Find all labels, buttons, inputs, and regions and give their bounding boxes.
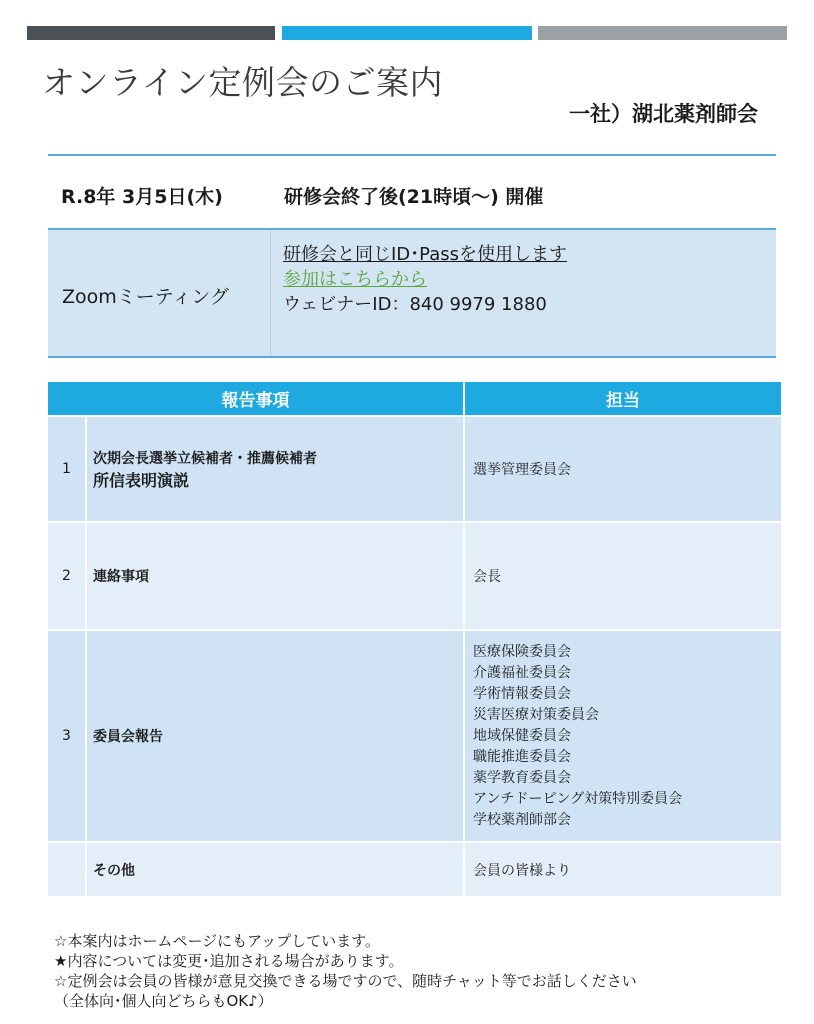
- header-color-bars: [27, 26, 787, 40]
- committee-name: 学校薬剤師部会: [473, 811, 571, 828]
- committee-name: 地域保健委員会: [473, 727, 571, 744]
- page-title: オンライン定例会のご案内: [42, 63, 444, 102]
- table-row: [48, 522, 781, 630]
- row-person: [464, 842, 781, 896]
- row-item: [86, 842, 464, 896]
- committee-name: 職能推進委員会: [473, 748, 571, 765]
- row-item-main: その他: [93, 862, 135, 879]
- row-person: [464, 416, 781, 522]
- header-bar-blue: [282, 26, 532, 40]
- note-line: ☆定例会は会員の皆様が意見交換できる場ですので、随時チャット等でお話しください: [54, 972, 637, 990]
- notes: [54, 931, 637, 1011]
- committee-name: 介護福祉委員会: [473, 664, 571, 681]
- row-person-line: 選挙管理委員会: [473, 462, 571, 478]
- table-row: [48, 416, 781, 522]
- row-person-line: 会員の皆様より: [473, 862, 571, 879]
- row-number: 2: [48, 522, 86, 630]
- header-bar-gray: [538, 26, 787, 40]
- committee-name: 学術情報委員会: [473, 685, 571, 702]
- row-item-main: 連絡事項: [93, 569, 149, 585]
- note-line: （全体向･個人向どちらもOK♪）: [54, 992, 273, 1010]
- row-item-main: 所信表明演説: [93, 470, 190, 490]
- row-person: [464, 522, 781, 630]
- row-item-sub: 次期会長選挙立候補者・推薦候補者: [93, 450, 317, 467]
- zoom-label: Zoomミーティング: [62, 286, 229, 308]
- row-number: 3: [48, 630, 86, 842]
- zoom-id-pass-note: 研修会と同じID･Passを使用します: [283, 244, 567, 265]
- zoom-details: [283, 242, 567, 317]
- zoom-divider: [270, 230, 271, 356]
- report-table-header: [48, 382, 781, 416]
- committee-name: アンチドーピング対策特別委員会: [473, 790, 683, 807]
- row-item: [86, 630, 464, 842]
- zoom-webinar-id: ウェビナーID：840 9979 1880: [283, 294, 547, 315]
- organization-name: 一社）湖北薬剤師会: [569, 102, 758, 126]
- note-line: ☆本案内はホームページにもアップしています。: [54, 932, 380, 950]
- header-report-items: 報告事項: [48, 382, 464, 416]
- meeting-date: R.8年 3月5日(木): [61, 186, 223, 208]
- meeting-event: 研修会終了後(21時頃～) 開催: [284, 186, 544, 208]
- table-row: [48, 630, 781, 842]
- row-item-main: 委員会報告: [93, 729, 163, 745]
- header-person-in-charge: 担当: [464, 382, 781, 416]
- report-table: [48, 382, 781, 896]
- row-person-line: 会長: [473, 569, 501, 585]
- row-number: [48, 842, 86, 896]
- committee-name: 薬学教育委員会: [473, 769, 571, 786]
- row-number: 1: [48, 416, 86, 522]
- row-person: [464, 630, 781, 842]
- row-item: [86, 416, 464, 522]
- committee-name: 災害医療対策委員会: [473, 706, 599, 723]
- table-row: [48, 842, 781, 896]
- note-line: ★内容については変更･追加される場合があります。: [54, 952, 404, 970]
- zoom-info-box: [48, 228, 776, 358]
- committee-name: 医療保険委員会: [473, 643, 571, 660]
- meeting-date-row: [48, 154, 776, 230]
- header-bar-dark: [27, 26, 275, 40]
- zoom-join-link[interactable]: 参加はこちらから: [283, 269, 427, 290]
- row-item: [86, 522, 464, 630]
